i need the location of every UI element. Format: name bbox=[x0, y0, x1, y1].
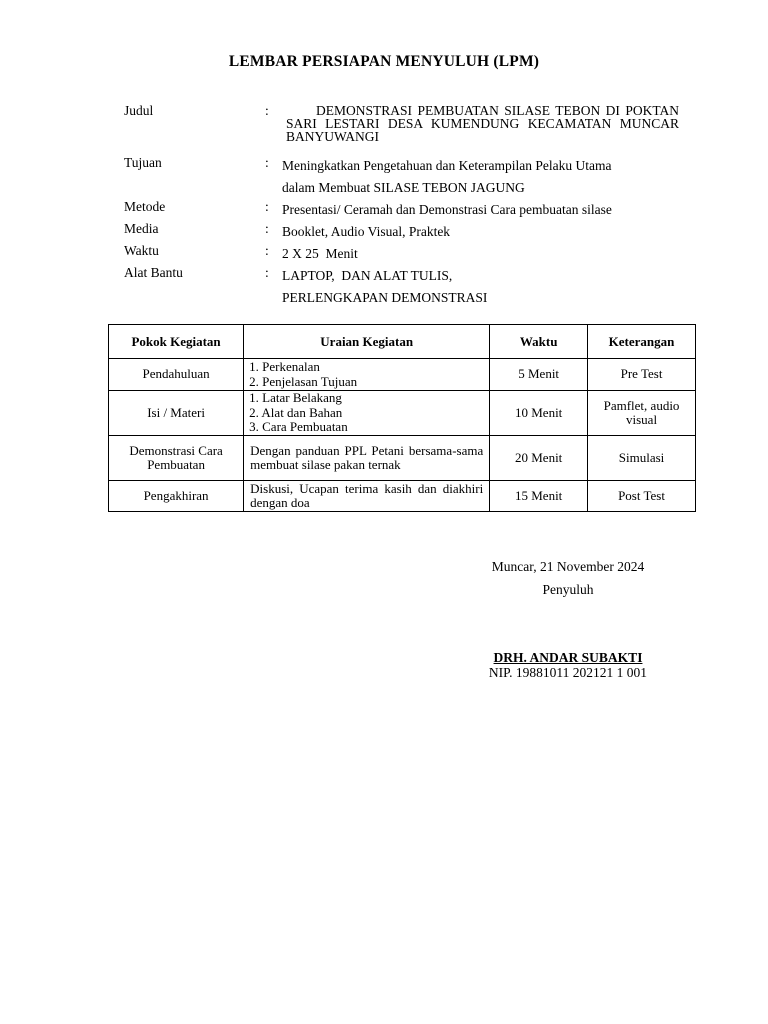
kegiatan-table bbox=[108, 324, 696, 512]
signature-role: Penyuluh bbox=[542, 582, 594, 597]
header-uraian-kegiatan: Uraian Kegiatan bbox=[244, 325, 490, 359]
alat-bantu-row bbox=[124, 265, 684, 309]
waktu-cell: 15 Menit bbox=[490, 481, 588, 512]
signature-nip: NIP. 19881011 202121 1 001 bbox=[488, 665, 648, 680]
pokok-cell: Pendahuluan bbox=[109, 359, 244, 391]
tujuan-label: Tujuan bbox=[124, 155, 162, 170]
uraian-cell bbox=[244, 359, 490, 391]
tujuan-line-2: dalam Membuat SILASE TEBON JAGUNG bbox=[282, 180, 525, 195]
table-row bbox=[109, 436, 696, 481]
keterangan-cell: Pamflet, audio visual bbox=[588, 391, 696, 436]
uraian-item: 1. Latar Belakang bbox=[249, 390, 342, 406]
uraian-item: 3. Cara Pembuatan bbox=[249, 419, 348, 435]
tujuan-line-1: Meningkatkan Pengetahuan dan Keterampilan Pelaku Utama bbox=[282, 158, 612, 173]
waktu-cell: 10 Menit bbox=[490, 391, 588, 436]
alat-bantu-line-2: PERLENGKAPAN DEMONSTRASI bbox=[282, 290, 488, 305]
judul-label: Judul bbox=[124, 103, 154, 118]
uraian-item: 2. Alat dan Bahan bbox=[249, 404, 343, 420]
table-row bbox=[109, 481, 696, 512]
metode-value: Presentasi/ Ceramah dan Demonstrasi Cara pembuatan silase bbox=[282, 202, 612, 217]
uraian-cell: Dengan panduan PPL Petani bersama-sama membuat silase pakan ternak bbox=[244, 436, 490, 481]
media-value: Booklet, Audio Visual, Praktek bbox=[282, 224, 451, 239]
pokok-cell: Pengakhiran bbox=[109, 481, 244, 512]
uraian-item: 2. Penjelasan Tujuan bbox=[249, 373, 358, 389]
waktu-row bbox=[124, 243, 684, 265]
metode-colon: : bbox=[265, 199, 269, 214]
media-label: Media bbox=[124, 221, 159, 236]
waktu-cell: 20 Menit bbox=[490, 436, 588, 481]
media-colon: : bbox=[265, 221, 269, 236]
table-row bbox=[109, 391, 696, 436]
signature-place-date: Muncar, 21 November 2024 bbox=[491, 559, 645, 574]
uraian-cell: Diskusi, Ucapan terima kasih dan diakhiri dengan doa bbox=[244, 481, 490, 512]
table-row bbox=[109, 359, 696, 391]
alat-bantu-line-1: LAPTOP, DAN ALAT TULIS, bbox=[282, 268, 453, 283]
alat-bantu-label: Alat Bantu bbox=[124, 265, 183, 280]
signature-name: DRH. ANDAR SUBAKTI bbox=[493, 650, 643, 665]
waktu-label: Waktu bbox=[124, 243, 159, 258]
alat-bantu-colon: : bbox=[265, 265, 269, 280]
judul-row bbox=[124, 101, 684, 155]
uraian-item: 1. Perkenalan bbox=[249, 359, 320, 374]
uraian-cell bbox=[244, 391, 490, 436]
tujuan-colon: : bbox=[265, 155, 269, 170]
tujuan-row bbox=[124, 155, 684, 199]
header-waktu: Waktu bbox=[490, 325, 588, 359]
waktu-cell: 5 Menit bbox=[490, 359, 588, 391]
keterangan-cell: Pre Test bbox=[588, 359, 696, 391]
info-section bbox=[124, 101, 684, 309]
header-keterangan: Keterangan bbox=[588, 325, 696, 359]
keterangan-cell: Post Test bbox=[588, 481, 696, 512]
pokok-cell: Demonstrasi Cara Pembuatan bbox=[109, 436, 244, 481]
keterangan-cell: Simulasi bbox=[588, 436, 696, 481]
waktu-colon: : bbox=[265, 243, 269, 258]
header-pokok-kegiatan: Pokok Kegiatan bbox=[109, 325, 244, 359]
waktu-value: 2 X 25 Menit bbox=[282, 246, 358, 261]
pokok-cell: Isi / Materi bbox=[109, 391, 244, 436]
metode-label: Metode bbox=[124, 199, 166, 214]
judul-value: DEMONSTRASI PEMBUATAN SILASE TEBON DI POKTAN SARI LESTARI DESA KUMENDUNG KECAMATAN MUNCAR BANYUWANGI bbox=[286, 103, 679, 144]
metode-row bbox=[124, 199, 684, 221]
document-title: LEMBAR PERSIAPAN MENYULUH (LPM) bbox=[228, 53, 540, 70]
judul-colon: : bbox=[265, 103, 269, 118]
table-header-row bbox=[109, 325, 696, 359]
media-row bbox=[124, 221, 684, 243]
